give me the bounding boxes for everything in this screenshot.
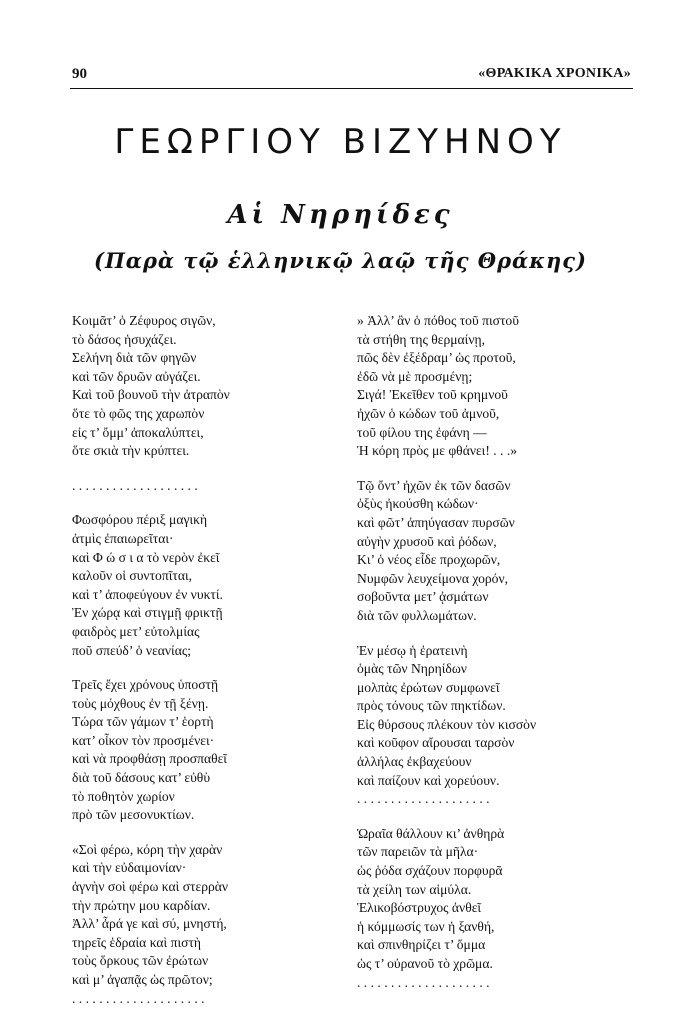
verse-line: Ὡραῖα θάλλουν κι’ ἀνθηρὰ	[357, 825, 505, 841]
stanza	[357, 825, 617, 992]
verse-line: τοῦ φίλου της ἐφάνη —	[357, 424, 487, 440]
verse-line: Τῷ ὄντ’ ἠχῶν ἐκ τῶν δασῶν	[357, 477, 511, 493]
verse-line: καὶ τὴν εὐδαιμονίαν·	[72, 860, 187, 876]
verse-line: καὶ φῶτ’ ἀπηύγασαν πυρσῶν	[357, 514, 515, 530]
verse-line: κατ’ οἶκον τὸν προσμένει·	[72, 732, 215, 748]
poem-subtitle: (Παρὰ τῷ ἑλληνικῷ λαῷ τῆς Θράκης)	[94, 248, 587, 273]
verse-line: Κοιμᾶτ’ ὁ Ζέφυρος σιγῶν,	[72, 313, 216, 328]
verse-line: Ἡ κόρη πρὸς με φθάνει! . . .»	[357, 443, 518, 459]
verse-line: ποῦ σπεύδ’ ὁ νεανίας;	[72, 642, 191, 658]
verse-line: ὁμὰς τῶν Νηρηίδων	[357, 661, 467, 677]
verse-line: Νυμφῶν λευχείμονα χορόν,	[357, 570, 509, 586]
poem-title: Αἱ Νηρηίδες	[227, 200, 454, 230]
verse-line: καλοῦν οἱ συντοπῖται,	[72, 568, 192, 584]
verse-line: Ἐν μέσῳ ἡ ἐρατεινὴ	[357, 642, 468, 658]
header-rule	[70, 88, 633, 89]
left-column	[72, 312, 322, 1008]
verse-line: τοὺς μόχθους ἐν τῇ ξένῃ.	[72, 695, 209, 711]
verse-line: Καὶ τοῦ βουνοῦ τὴν ἀτραπὸν	[72, 387, 230, 403]
verse-line: ὅτε σκιὰ τὴν κρύπτει.	[72, 443, 190, 459]
verse-line: Σιγά! Ἐκεῖθεν τοῦ κρημνοῦ	[357, 387, 508, 403]
verse-line: Ἐν χώρᾳ καὶ στιγμῇ φρικτῇ	[72, 605, 223, 621]
verse-line: . . . . . . . . . . . . . . . . . . . .	[357, 974, 490, 990]
verse-line: ὡς τ’ οὐρανοῦ τὸ χρῶμα.	[357, 956, 493, 971]
verse-line: καὶ παίζουν καὶ χορεύουν.	[357, 772, 500, 788]
stanza-gap	[357, 626, 617, 642]
stanza	[72, 511, 322, 660]
verse-line: Σελήνη διὰ τῶν φηγῶν	[72, 350, 197, 366]
verse-line: Φωσφόρου πέριξ μαγικὴ	[72, 512, 208, 528]
verse-line: Ἀλλ’ ἆρά γε καὶ σύ, μνηστή,	[72, 916, 227, 932]
verse-line: καὶ τ’ ἀποφεύγουν ἐν νυκτί.	[72, 586, 223, 602]
verse-line: τὰ στήθη της θερμαίνῃ,	[357, 331, 485, 347]
verse-line: σοβοῦντα μετ’ ᾀσμάτων	[357, 589, 489, 605]
stanza	[357, 312, 617, 461]
right-column	[357, 312, 617, 992]
stanza-gap	[357, 809, 617, 825]
verse-line: ὅτε τὸ φῶς της χαρωπὸν	[72, 405, 205, 421]
verse-line: Εἰς θύρσους πλέκουν τὸν κισσὸν	[357, 716, 537, 732]
stanza	[72, 312, 322, 461]
verse-line: ἁγνὴν σοὶ φέρω καὶ στερρὰν	[72, 879, 229, 895]
verse-line: τὸ ποθητὸν χωρίον	[72, 788, 175, 804]
verse-line: διὰ τῶν φυλλωμάτων.	[357, 607, 477, 623]
verse-line: . . . . . . . . . . . . . . . . . . . .	[357, 791, 490, 807]
verse-line: καὶ μ’ ἀγαπᾷς ὡς πρῶτον;	[72, 972, 213, 987]
stanza-gap	[72, 461, 322, 477]
verse-line: » Ἀλλ’ ἂν ὁ πόθος τοῦ πιστοῦ	[357, 313, 519, 328]
verse-line: τοὺς ὅρκους τῶν ἐρώτων	[72, 953, 209, 969]
verse-line: τὸ δάσος ἡσυχάζει.	[72, 331, 177, 347]
verse-line: . . . . . . . . . . . . . . . . . . .	[72, 477, 198, 493]
author-title: ΓΕΩΡΓΙΟΥ ΒΙΖΥΗΝΟΥ	[114, 122, 567, 162]
verse-line: ἀλλήλας ἐκβαχεύουν	[357, 754, 472, 770]
verse-line: φαιδρὸς μετ’ εὐτολμίας	[72, 623, 200, 639]
verse-line: ἐδῶ νὰ μὲ προσμένῃ;	[357, 368, 473, 384]
stanza	[357, 642, 617, 809]
verse-line: ἀτμὶς ἐπαιωρεῖται·	[72, 530, 174, 546]
verse-line: ἠχῶν ὁ κώδων τοῦ ἀμνοῦ,	[357, 405, 500, 421]
page-number: 90	[72, 66, 87, 82]
verse-line: τῶν παρειῶν τὰ μῆλα·	[357, 844, 479, 860]
verse-line: εἰς τ’ ὄμμ’ ἀποκαλύπτει,	[72, 424, 204, 440]
verse-line: . . . . . . . . . . . . . . . . . . . .	[72, 990, 205, 1006]
verse-line: Τώρα τῶν γάμων τ’ ἑορτὴ	[72, 714, 214, 730]
stanza-gap	[72, 495, 322, 511]
verse-line: ὡς ῥόδα σχάζουν πορφυρᾶ	[357, 863, 503, 879]
verse-line: καὶ σπινθηρίζει τ’ ὄμμα	[357, 937, 486, 953]
verse-line: καὶ νὰ προφθάσῃ προσπαθεῖ	[72, 751, 227, 767]
verse-line: ἡ κόμμωσίς των ἡ ξανθή,	[357, 918, 495, 934]
verse-line: καὶ Φ ώ σ ι α τὸ νερὸν ἐκεῖ	[72, 549, 220, 565]
stanza	[72, 676, 322, 825]
verse-line: πρὸς τόνους τῶν πηκτίδων.	[357, 698, 506, 714]
stanza	[72, 477, 322, 496]
verse-line: Κι’ ὁ νέος εἶδε προχωρῶν,	[357, 552, 501, 568]
stanza	[72, 841, 322, 1008]
verse-line: τὴν πρώτην μου καρδίαν.	[72, 897, 211, 913]
running-head: «ΘΡΑΚΙΚΑ ΧΡΟΝΙΚΑ»	[478, 66, 631, 81]
verse-line: Ἑλικοβόστρυχος ἀνθεῖ	[357, 900, 482, 916]
verse-line: διὰ τοῦ δάσους κατ’ εὐθὺ	[72, 770, 211, 786]
verse-line: πῶς δὲν ἐξέδραμ’ ὡς προτοῦ,	[357, 350, 516, 366]
verse-line: τὰ χείλη των αἱμύλα.	[357, 881, 472, 897]
verse-line: ὀξὺς ἠκούσθη κώδων·	[357, 496, 479, 512]
verse-line: τηρεῖς ἑδραία καὶ πιστὴ	[72, 934, 202, 950]
stanza-gap	[357, 461, 617, 477]
verse-line: «Σοὶ φέρω, κόρη τὴν χαρὰν	[72, 841, 223, 857]
verse-line: πρὸ τῶν μεσονυκτίων.	[72, 807, 195, 823]
verse-line: καὶ τῶν δρυῶν αὐγάζει.	[72, 368, 201, 384]
verse-line: καὶ κοῦφον αἴρουσαι ταρσὸν	[357, 735, 515, 751]
verse-line: Τρεῖς ἔχει χρόνους ὑποστῇ	[72, 677, 219, 693]
stanza	[357, 477, 617, 626]
stanza-gap	[72, 825, 322, 841]
verse-line: αὐγὴν χρυσοῦ καὶ ῥόδων,	[357, 533, 497, 549]
stanza-gap	[72, 660, 322, 676]
verse-line: μολπὰς ἐρώτων συμφωνεῖ	[357, 679, 500, 695]
